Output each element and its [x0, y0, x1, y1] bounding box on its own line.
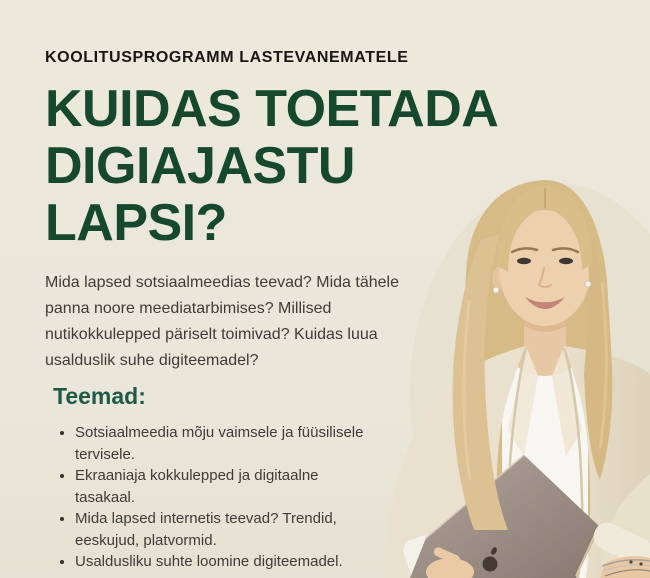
program-eyebrow: KOOLITUSPROGRAMM LASTEVANEMATELE [45, 49, 409, 66]
title-line-3: LAPSI? [45, 194, 227, 252]
topics-list [45, 422, 375, 573]
topic-item-4: • Usaldusliku suhte loomine digiteemadel. [75, 551, 375, 573]
right-earring [585, 281, 591, 287]
page-title [45, 81, 565, 252]
topic-item-2: • Ekraaniaja kokkulepped ja digitaalne tasakaal. [75, 465, 375, 508]
topics-heading: Teemad: [53, 383, 146, 409]
title-line-2: DIGIAJASTU [45, 137, 355, 195]
topic-item-3: • Mida lapsed internetis teevad? Trendid, eeskujud, platvormid. [75, 508, 375, 551]
title-line-1: KUIDAS TOETADA [45, 80, 499, 138]
topic-item-1: • Sotsiaalmeedia mõju vaimsele ja füüsilisele tervisele. [75, 422, 375, 465]
content-column [45, 48, 565, 573]
intro-paragraph: Mida lapsed sotsiaalmeedias teevad? Mida tähele panna noore meediatarbimises? Millised nutikokkulepped päriselt toimivad? Kuidas luua usalduslik suhe digiteemadel? [45, 274, 399, 369]
